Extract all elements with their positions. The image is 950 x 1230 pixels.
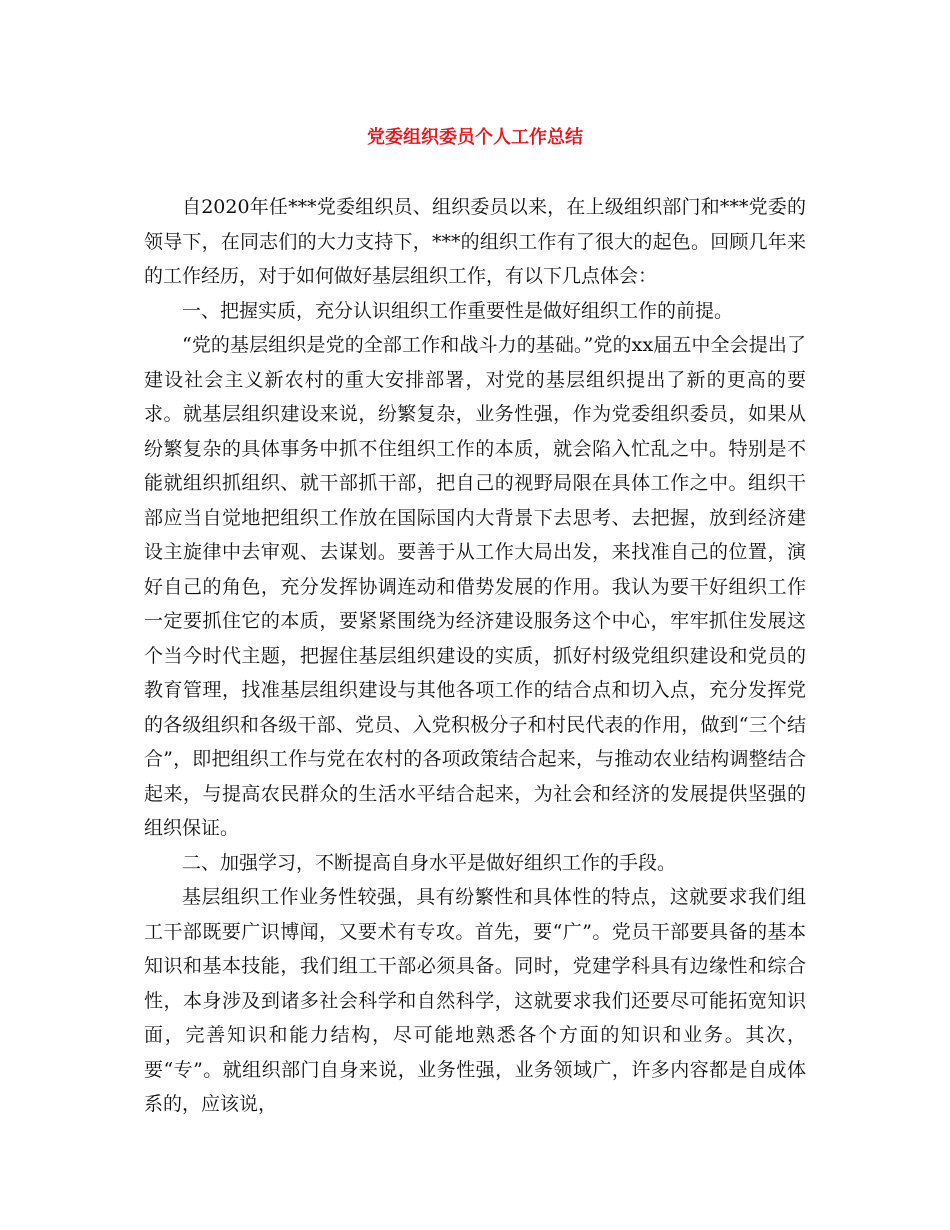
paragraph-intro: 自2020年任***党委组织员、组织委员以来，在上级组织部门和***党委的领导下，在同志们的大力支持下，***的组织工作有了很大的起色。回顾几年来的工作经历，对于如何做好基层组织工作，有以下几点体会： — [144, 196, 806, 287]
paragraph-section-1: “党的基层组织是党的全部工作和战斗力的基础。”党的xx届五中全会提出了建设社会主义新农村的重大安排部署，对党的基层组织提出了新的更高的要求。就基层组织建设来说，纷繁复杂，业务性强，作为党委组织委员，如果从纷繁复杂的具体事务中抓不住组织工作的本质，就会陷入忙乱之中。特别是不能就组织抓组织、就干部抓干部，把自己的视野局限在具体工作之中。组织干部应当自觉地把组织工作放在国际国内大背景下去思考、去把握，放到经济建设主旋律中去审观、去谋划。要善于从工作大局出发，来找准自己的位置，演好自己的角色，充分发挥协调连动和借势发展的作用。我认为要干好组织工作一定要抓住它的本质，要紧紧围绕为经济建设服务这个中心，牢牢抓住发展这个当今时代主题，把握住基层组织建设的实质，抓好村级党组织建设和党员的教育管理，找准基层组织建设与其他各项工作的结合点和切入点，充分发挥党的各级组织和各级干部、党员、入党积极分子和村民代表的作用，做到“三个结合”，即把组织工作与党在农村的各项政策结合起来，与推动农业结构调整结合起来，与提高农民群众的生活水平结合起来，为社会和经济的发展提供坚强的组织保证。 — [144, 334, 806, 839]
document-title: 党委组织委员个人工作总结 — [367, 127, 583, 148]
paragraph-heading-2: 二、加强学习，不断提高自身水平是做好组织工作的手段。 — [182, 851, 677, 874]
document-body — [144, 190, 806, 1122]
paragraph-heading-1: 一、把握实质，充分认识组织工作重要性是做好组织工作的前提。 — [182, 299, 734, 322]
paragraph-section-2: 基层组织工作业务性较强，具有纷繁性和具体性的特点，这就要求我们组工干部既要广识博闻，又要术有专攻。首先，要“广”。党员干部要具备的基本知识和基本技能，我们组工干部必须具备。同时，党建学科具有边缘性和综合性，本身涉及到诸多社会科学和自然科学，这就要求我们还要尽可能拓宽知识面，完善知识和能力结构，尽可能地熟悉各个方面的知识和业务。其次，要“专”。就组织部门自身来说，业务性强，业务领域广，许多内容都是自成体系的，应该说， — [144, 886, 806, 1115]
